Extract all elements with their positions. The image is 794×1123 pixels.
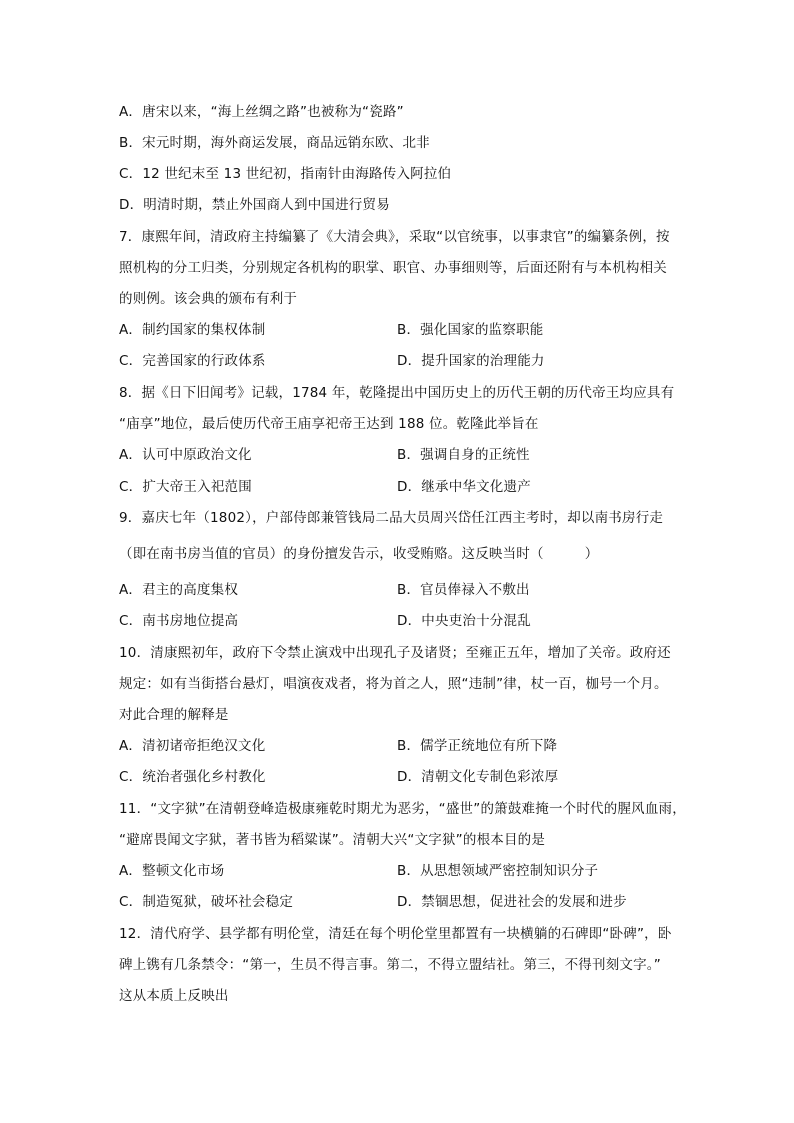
question-12-line-3: 这从本质上反映出 <box>119 988 229 1004</box>
question-9-line-2: （即在南书房当值的官员）的身份擅发告示，收受贿赂。这反映当时（ ） <box>119 546 599 562</box>
question-9-line-1: 9．嘉庆七年（1802），户部侍郎兼管钱局二品大员周兴岱任江西主考时，却以南书房行走 <box>119 510 664 526</box>
option-10a: A．清初诸帝拒绝汉文化 <box>119 738 266 754</box>
question-10-line-2: 规定：如有当街搭台悬灯，唱演夜戏者，将为首之人，照“违制”律，杖一百，枷号一个月。 <box>119 676 668 692</box>
option-11b: B．从思想领域严密控制知识分子 <box>397 863 599 879</box>
question-10-line-1: 10．清康熙初年，政府下令禁止演戏中出现孔子及诸贤；至雍正五年，增加了关帝。政府还 <box>119 645 671 661</box>
option-7d: D．提升国家的治理能力 <box>397 353 545 369</box>
option-9b: B．官员俸禄入不敷出 <box>397 582 530 598</box>
question-11-line-2: “避席畏闻文字狱，著书皆为稻粱谋”。清朝大兴“文字狱”的根本目的是 <box>119 832 546 848</box>
option-10c: C．统治者强化乡村教化 <box>119 769 266 785</box>
option-11c: C．制造冤狱，破坏社会稳定 <box>119 894 294 910</box>
option-6c: C．12 世纪末至 13 世纪初，指南针由海路传入阿拉伯 <box>119 166 452 182</box>
option-8b: B．强调自身的正统性 <box>397 447 530 463</box>
question-8-line-1: 8．据《日下旧闻考》记载，1784 年，乾隆提出中国历史上的历代王朝的历代帝王均应具有 <box>119 385 675 401</box>
option-8d: D．继承中华文化遗产 <box>397 479 531 495</box>
option-8c: C．扩大帝王入祀范围 <box>119 479 252 495</box>
question-8-line-2: “庙享”地位，最后使历代帝王庙享祀帝王达到 188 位。乾隆此举旨在 <box>119 416 539 432</box>
question-7-line-3: 的则例。该会典的颁布有利于 <box>119 291 298 307</box>
option-6a: A．唐宋以来，“海上丝绸之路”也被称为“瓷路” <box>119 104 404 120</box>
option-7c: C．完善国家的行政体系 <box>119 353 266 369</box>
option-7b: B．强化国家的监察职能 <box>397 322 544 338</box>
question-12-line-1: 12．清代府学、县学都有明伦堂，清廷在每个明伦堂里都置有一块横躺的石碑即“卧碑”，卧 <box>119 926 672 942</box>
option-10b: B．儒学正统地位有所下降 <box>397 738 558 754</box>
option-6d: D．明清时期，禁止外国商人到中国进行贸易 <box>119 197 390 213</box>
option-9d: D．中央吏治十分混乱 <box>397 613 531 629</box>
option-7a: A．制约国家的集权体制 <box>119 322 266 338</box>
option-10d: D．清朝文化专制色彩浓厚 <box>397 769 559 785</box>
option-6b: B．宋元时期，海外商运发展，商品远销东欧、北非 <box>119 135 430 151</box>
option-9c: C．南书房地位提高 <box>119 613 239 629</box>
question-11-line-1: 11．“文字狱”在清朝登峰造极康雍乾时期尤为恶劣，“盛世”的箫鼓难掩一个时代的腥风血雨， <box>119 801 686 817</box>
question-7-line-2: 照机构的分工归类，分别规定各机构的职掌、职官、办事细则等，后面还附有与本机构相关 <box>119 260 667 276</box>
option-8a: A．认可中原政治文化 <box>119 447 252 463</box>
question-10-line-3: 对此合理的解释是 <box>119 707 229 723</box>
option-11d: D．禁锢思想，促进社会的发展和进步 <box>397 894 627 910</box>
question-12-line-2: 碑上镌有几条禁令：“第一，生员不得言事。第二，不得立盟结社。第三，不得刊刻文字。” <box>119 957 661 973</box>
option-11a: A．整顿文化市场 <box>119 863 225 879</box>
option-9a: A．君主的高度集权 <box>119 582 239 598</box>
question-7-line-1: 7．康熙年间，清政府主持编纂了《大清会典》，采取“以官统事，以事隶官”的编纂条例，按 <box>119 229 670 245</box>
